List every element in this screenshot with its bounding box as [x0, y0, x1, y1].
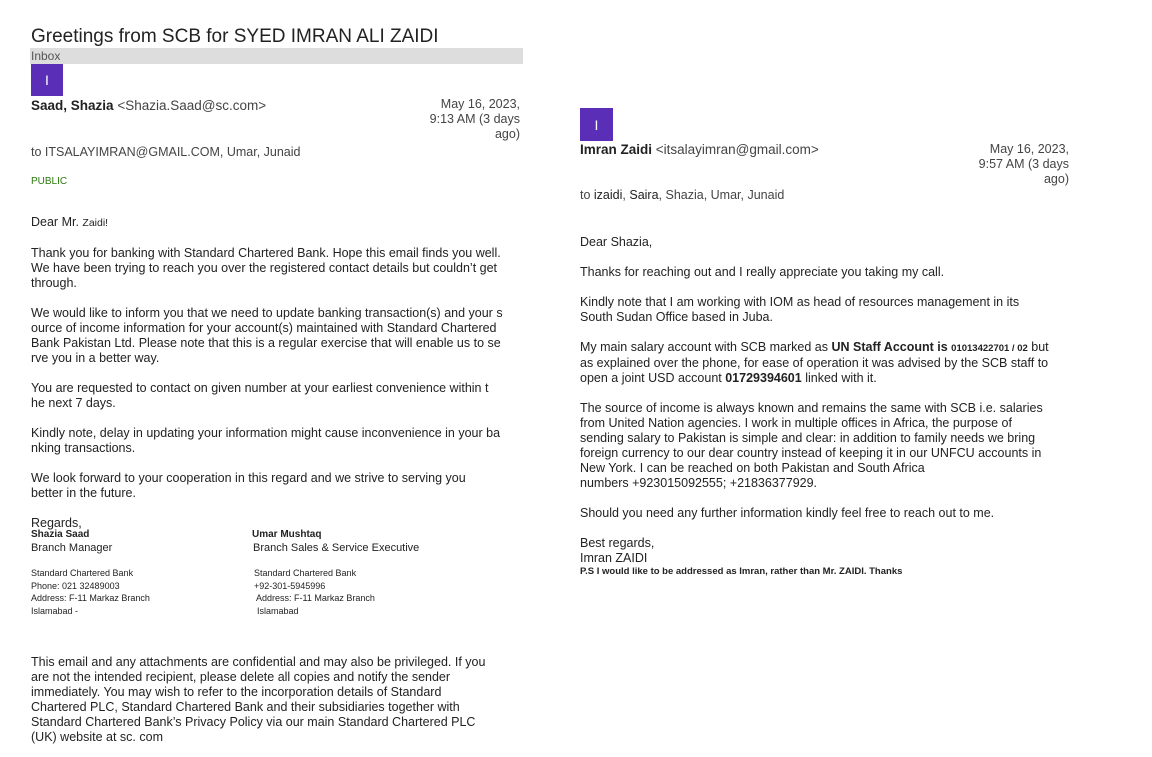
signature-title: Branch Sales & Service Executive: [253, 542, 420, 554]
sender-email: <Shazia.Saad@sc.com>: [117, 98, 267, 113]
paragraph: Kindly note, delay in updating your information might cause inconvenience in your ba nking transactions.: [31, 426, 501, 455]
message-date: May 16, 2023, 9:13 AM (3 days ago): [429, 97, 520, 141]
thread-subject: Greetings from SCB for SYED IMRAN ALI ZAIDI: [31, 26, 439, 47]
avatar[interactable]: [31, 64, 63, 96]
message-date: May 16, 2023, 9:57 AM (3 days ago): [978, 142, 1069, 186]
greeting: Dear Shazia,: [580, 235, 653, 249]
sender-name: Saad, Shazia: [31, 98, 114, 113]
paragraph: Thank you for banking with Standard Chartered Bank. Hope this email finds you well. We have been trying to reach you over the registered contact details but couldn’t get through.: [31, 246, 501, 290]
sender-name: Imran Zaidi: [580, 142, 653, 157]
greeting: Dear Mr. Zaidi!: [31, 215, 109, 229]
sender[interactable]: [580, 142, 819, 157]
sender-email: <itsalayimran@gmail.com>: [655, 142, 819, 157]
paragraph: Should you need any further information kindly feel free to reach out to me.: [580, 506, 995, 520]
message-body: [31, 215, 531, 531]
inbox-label[interactable]: Inbox: [30, 48, 523, 64]
avatar[interactable]: [580, 108, 613, 141]
avatar-letter: I: [594, 116, 599, 133]
paragraph: We would like to inform you that we need to update banking transaction(s) and your s ource of income information for your account(s) maintained with Standard Chartered Bank Pakistan Ltd. Please note that this is a regular exercise that will enable us to se rve you in a better way.: [31, 306, 503, 365]
postscript: P.S I would like to be addressed as Imran, rather than Mr. ZAIDI. Thanks: [580, 566, 903, 577]
regards: Regards,: [31, 516, 82, 530]
recipients[interactable]: to ITSALAYIMRAN@GMAIL.COM, Umar, Junaid: [31, 145, 301, 159]
recipients[interactable]: to izaidi, Saira, Shazia, Umar, Junaid: [580, 188, 785, 202]
classification-label: PUBLIC: [31, 176, 68, 187]
paragraph: Thanks for reaching out and I really appreciate you taking my call.: [580, 265, 945, 279]
paragraph: Kindly note that I am working with IOM as head of resources management in its South Sudan Office based in Juba.: [580, 295, 1020, 324]
avatar-letter: I: [45, 72, 49, 88]
sender[interactable]: [31, 98, 266, 113]
signature-contact: Standard Chartered Bank Phone: 021 32489003 Address: F-11 Markaz Branch Islamabad -: [31, 568, 150, 616]
paragraph: We look forward to your cooperation in this regard and we strive to serving you better in the future.: [31, 471, 466, 500]
message-body: [580, 235, 1080, 578]
disclaimer: This email and any attachments are confidential and may also be privileged. If you are not the intended recipient, please delete all copies and notify the sender immediately. You may wish to refer to the incorporation details of Standard Chartered PLC, Standard Chartered Bank and their subsidiaries together with Standard Chartered Bank’s Privacy Policy via our main Standard Chartered PLC (UK) website at sc. com: [31, 655, 486, 744]
paragraph: The source of income is always known and remains the same with SCB i.e. salaries from United Nation agencies. I work in multiple offices in Africa, the purpose of sending salary to Pakistan is simple and clear: in addition to family needs we bring foreign currency to our dear country instead of keeping it in our UNFCU accounts in New York. I can be reached on both Pakistan and South Africa numbers +923015092555; +21836377929.: [580, 401, 1043, 490]
signature-name: Shazia Saad: [31, 529, 90, 540]
signature-name: Umar Mushtaq: [252, 529, 322, 540]
signature-title: Branch Manager: [31, 542, 113, 554]
closing: Best regards, Imran ZAIDI: [580, 536, 655, 565]
paragraph: My main salary account with SCB marked as UN Staff Account is 01013422701 / 02 but as explained over the phone, for ease of operation it was advised by the SCB staff to open a joint USD account 01729394601 linked with it.: [580, 340, 1049, 385]
paragraph: You are requested to contact on given number at your earliest convenience within t he next 7 days.: [31, 381, 489, 410]
signature-contact: Standard Chartered Bank +92-301-5945996 Address: F-11 Markaz Branch Islamabad: [254, 568, 375, 616]
